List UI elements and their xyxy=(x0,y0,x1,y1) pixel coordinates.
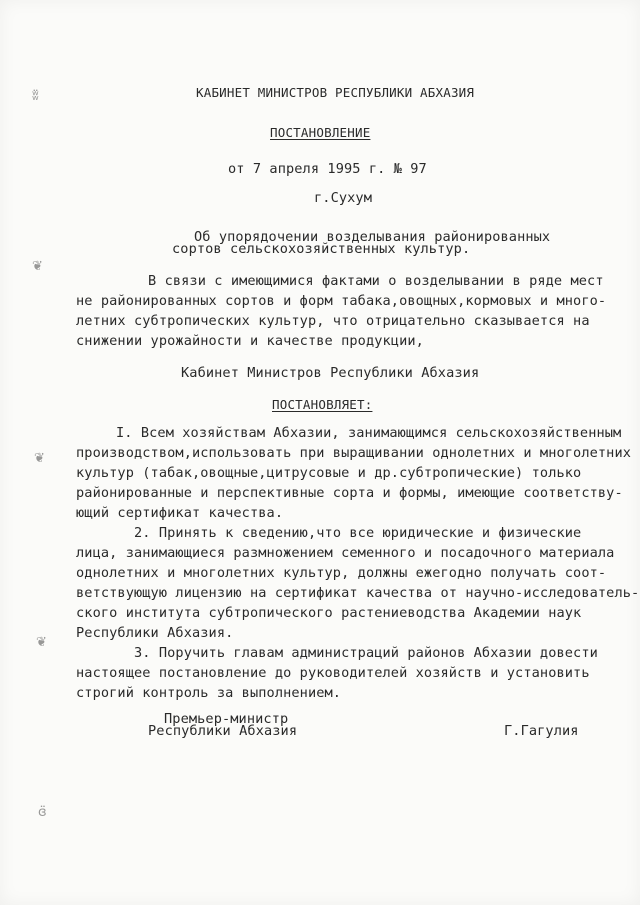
subject-line-2: сортов сельскохозяйственных культур. xyxy=(172,241,471,257)
point-2-line-4: ветствующую лицензию на сертификат качества от научно-исследователь- xyxy=(76,585,640,601)
point-2-line-6: Республики Абхазия. xyxy=(76,625,234,641)
point-3-line-1: 3. Поручить главам администраций районов Абхазии довести xyxy=(134,645,598,661)
issuer: Кабинет Министров Республики Абхазия xyxy=(181,365,480,381)
binder-hole-mark: ʬ̈ xyxy=(32,89,39,104)
subject-line-1: Об упорядочении возделывания районированных xyxy=(194,229,551,245)
point-1-line-4: районированные и перспективные сорта и формы, имеющие соответству- xyxy=(76,485,623,501)
binder-hole-mark: ❦ xyxy=(32,259,43,274)
point-2-line-3: однолетних и многолетних культур, должны ежегодно получать соот- xyxy=(76,565,607,581)
point-1-line-1: I. Всем хозяйствам Абхазии, занимающимся сельскохозяйственным xyxy=(116,425,622,441)
preamble-line-3: летних субтропических культур, что отрицательно сказывается на xyxy=(76,313,590,329)
date-and-number: от 7 апреля 1995 г. № 97 xyxy=(228,161,427,177)
signatory-title-line-2: Республики Абхазия xyxy=(148,723,298,739)
preamble-line-4: снижении урожайности и качестве продукции, xyxy=(76,333,424,349)
point-3-line-3: строгий контроль за выполнением. xyxy=(76,685,342,701)
point-3-line-2: настоящее постановление до руководителей хозяйств и установить xyxy=(76,665,590,681)
point-1-line-2: производством,использовать при выращивании однолетних и многолетних xyxy=(76,445,632,461)
point-2-line-1: 2. Принять к сведению,что все юридические и физические xyxy=(134,525,582,541)
binder-hole-mark: ɞ̈ xyxy=(38,805,47,820)
point-2-line-2: лица, занимающиеся размножением семенного и посадочного материала xyxy=(76,545,615,561)
binder-hole-mark: ❦ xyxy=(36,635,47,650)
signatory-title-line-1: Премьер-министр xyxy=(164,711,289,727)
resolves-heading: ПОСТАНОВЛЯЕТ: xyxy=(272,397,373,412)
organization-header: КАБИНЕТ МИНИСТРОВ РЕСПУБЛИКИ АБХАЗИЯ xyxy=(196,85,475,100)
binder-hole-mark: ❦ xyxy=(34,451,45,466)
point-2-line-5: ского института субтропического растениеводства Академии наук xyxy=(76,605,582,621)
city: г.Сухум xyxy=(314,190,372,206)
preamble-line-2: не районированных сортов и форм табака,овощных,кормовых и много- xyxy=(76,293,607,309)
signatory-name: Г.Гагулия xyxy=(504,723,579,739)
preamble-line-1: В связи с имеющимися фактами о возделывании в ряде мест xyxy=(148,273,604,289)
point-1-line-5: ющий сертификат качества. xyxy=(76,505,284,521)
document-type: ПОСТАНОВЛЕНИЕ xyxy=(270,125,371,140)
point-1-line-3: культур (табак,овощные,цитрусовые и др.субтропические) только xyxy=(76,465,582,481)
